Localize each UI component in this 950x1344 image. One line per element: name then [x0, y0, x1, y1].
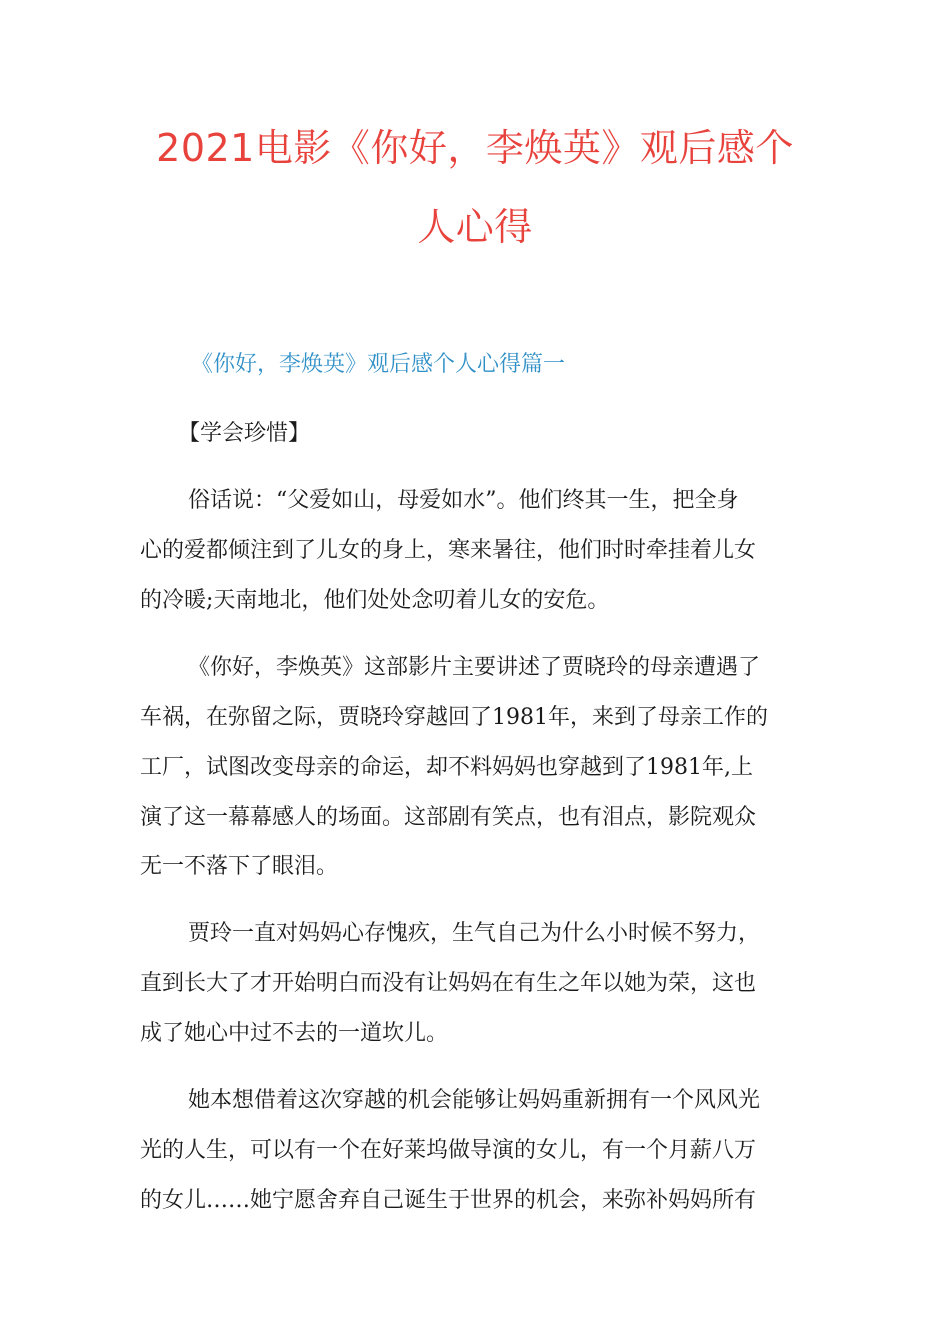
- paragraph-4-line-3: 的女儿……她宁愿舍弃自己诞生于世界的机会，来弥补妈妈所有: [140, 1188, 757, 1213]
- paragraph-1-line-2: 心的爱都倾注到了儿女的身上，寒来暑往，他们时时牵挂着儿女: [140, 538, 757, 563]
- paragraph-1-line-3: 的冷暖;天南地北，他们处处念叨着儿女的安危。: [140, 588, 610, 613]
- paragraph-4-line-2: 光的人生，可以有一个在好莱坞做导演的女儿，有一个月薪八万: [140, 1138, 757, 1163]
- paragraph-1-line-1: 俗话说：“父爱如山，母爱如水”。他们终其一生，把全身: [188, 488, 739, 513]
- section-label: 【学会珍惜】: [178, 421, 311, 446]
- section-heading: 《你好，李焕英》观后感个人心得篇一: [191, 352, 566, 377]
- paragraph-4-line-1: 她本想借着这次穿越的机会能够让妈妈重新拥有一个风风光: [188, 1088, 761, 1113]
- document-title-line-2: 人心得: [417, 205, 533, 249]
- paragraph-2-line-3: 工厂，试图改变母亲的命运，却不料妈妈也穿越到了1981年,上: [140, 755, 753, 780]
- document-title-line-1: 2021电影《你好，李焕英》观后感个: [156, 126, 794, 170]
- paragraph-2-line-5: 无一不落下了眼泪。: [140, 854, 339, 879]
- paragraph-2-line-2: 车祸，在弥留之际，贾晓玲穿越回了1981年，来到了母亲工作的: [140, 705, 768, 730]
- paragraph-2-line-4: 演了这一幕幕感人的场面。这部剧有笑点，也有泪点，影院观众: [140, 805, 757, 830]
- paragraph-3-line-2: 直到长大了才开始明白而没有让妈妈在有生之年以她为荣，这也: [140, 971, 757, 996]
- paragraph-2-line-1: 《你好，李焕英》这部影片主要讲述了贾晓玲的母亲遭遇了: [188, 655, 761, 680]
- paragraph-3-line-3: 成了她心中过不去的一道坎儿。: [140, 1021, 449, 1046]
- paragraph-3-line-1: 贾玲一直对妈妈心存愧疚，生气自己为什么小时候不努力，: [188, 921, 761, 946]
